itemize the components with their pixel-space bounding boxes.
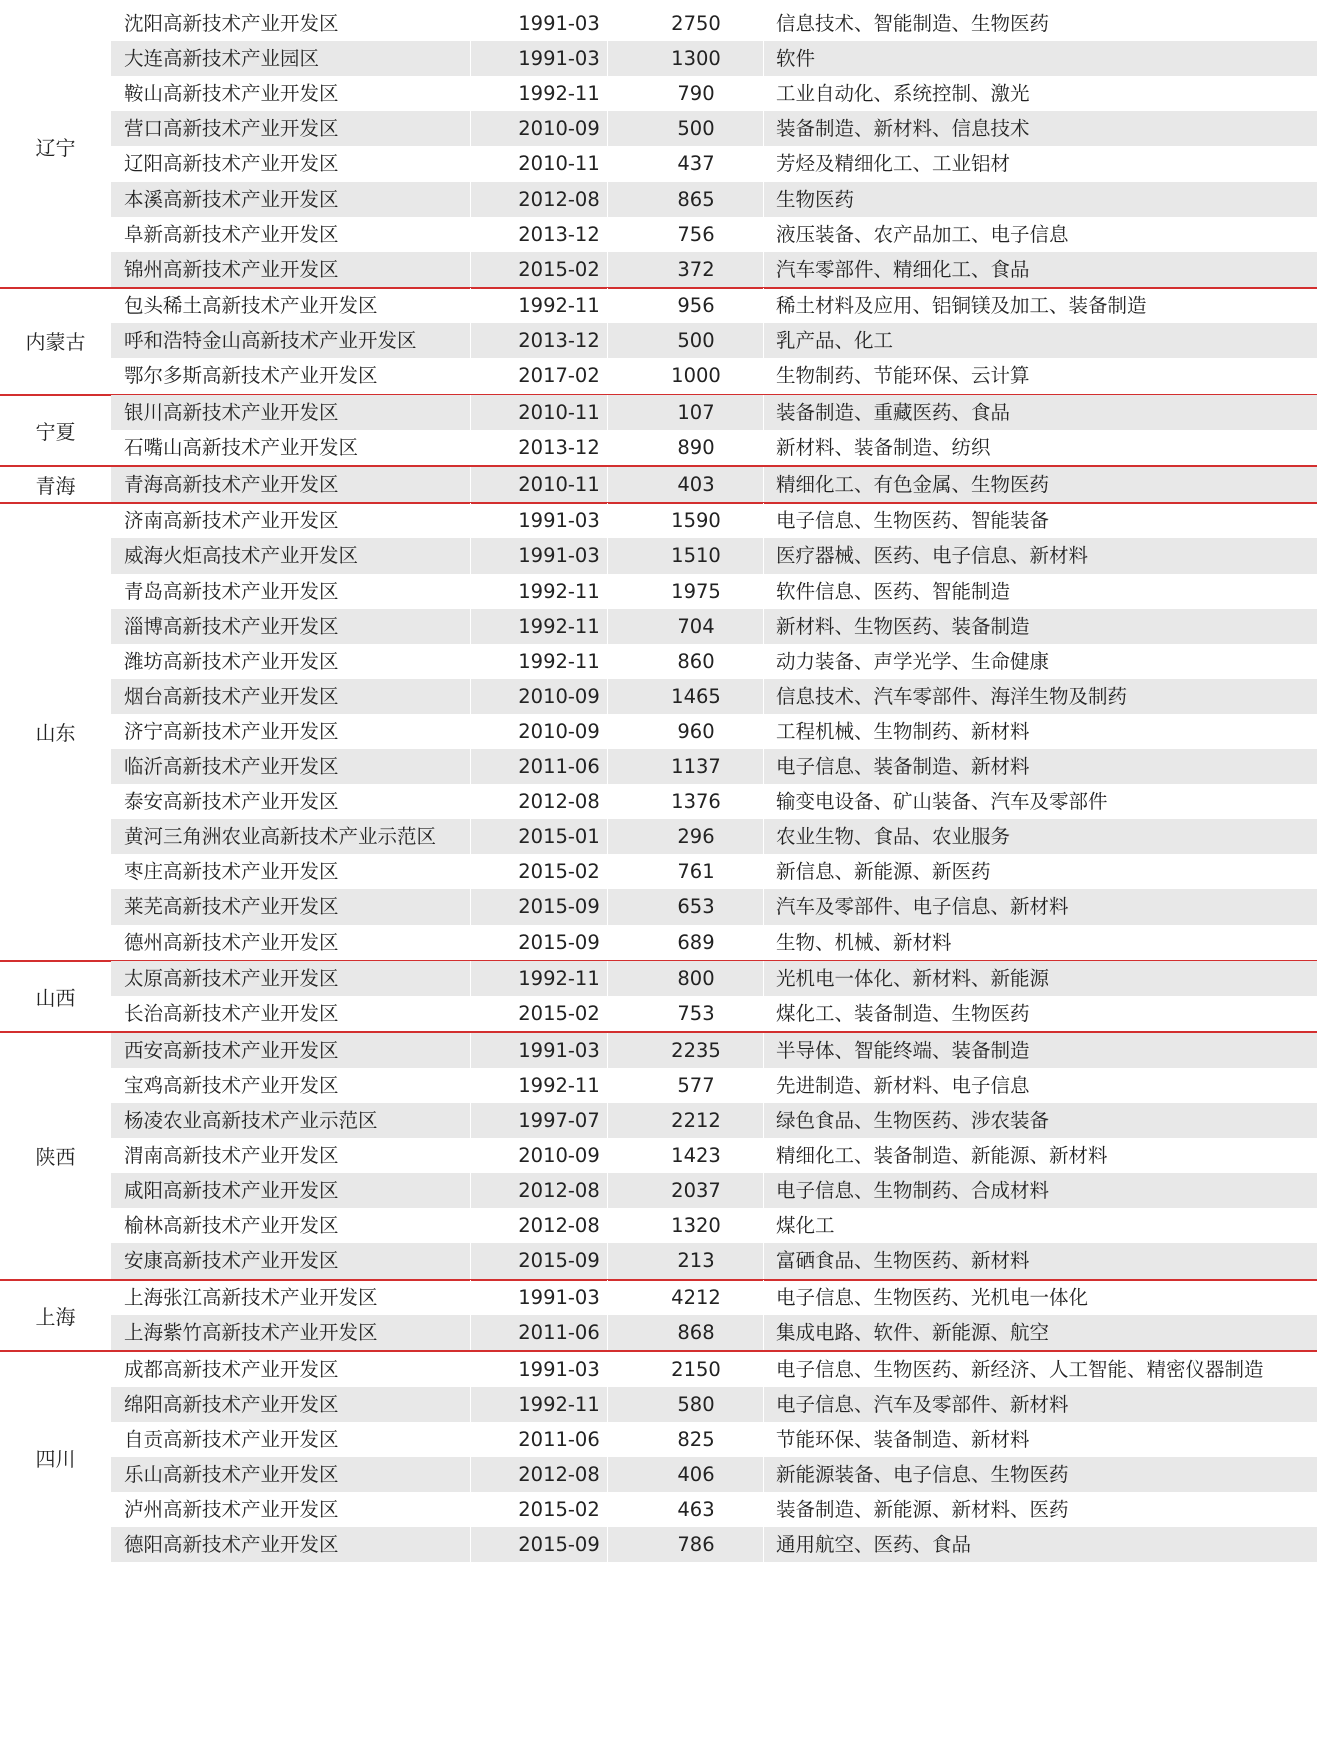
approval-date-cell: 2015-02: [518, 257, 600, 281]
table-row: [111, 961, 1317, 996]
area-cell: 1137: [671, 755, 721, 779]
province-label: 辽宁: [35, 135, 76, 160]
province-group: [0, 961, 1317, 1031]
table-row: [111, 395, 1317, 430]
industries-cell: 电子信息、装备制造、新材料: [776, 755, 1030, 779]
approval-date-cell: 1992-11: [518, 614, 600, 638]
table-row: [111, 854, 1317, 889]
table-row: [111, 714, 1317, 749]
industries-cell: 汽车及零部件、电子信息、新材料: [776, 895, 1069, 919]
industries-cell: 节能环保、装备制造、新材料: [776, 1427, 1030, 1451]
approval-date-cell: 1991-03: [518, 1357, 600, 1381]
zone-name-cell: 绵阳高新技术产业开发区: [124, 1392, 339, 1416]
area-cell: 689: [677, 930, 715, 954]
zone-name-cell: 本溪高新技术产业开发区: [124, 187, 339, 211]
industries-cell: 工程机械、生物制药、新材料: [776, 719, 1030, 743]
zone-name-cell: 宝鸡高新技术产业开发区: [124, 1073, 339, 1097]
approval-date-cell: 1991-03: [518, 1286, 600, 1310]
table-row: [111, 1033, 1317, 1068]
industries-cell: 软件: [776, 47, 816, 71]
table-row: [111, 1280, 1317, 1315]
zone-name-cell: 鞍山高新技术产业开发区: [124, 82, 339, 106]
industries-cell: 通用航空、医药、食品: [776, 1533, 972, 1557]
approval-date-cell: 1992-11: [518, 294, 600, 318]
area-cell: 1300: [671, 47, 721, 71]
approval-date-cell: 2010-09: [518, 719, 600, 743]
zone-name-cell: 榆林高新技术产业开发区: [124, 1214, 339, 1238]
approval-date-cell: 2015-02: [518, 1498, 600, 1522]
province-group: [0, 6, 1317, 287]
table-row: [111, 1208, 1317, 1243]
table-row: [111, 1138, 1317, 1173]
province-label: 宁夏: [35, 419, 76, 444]
approval-date-cell: 2015-09: [518, 930, 600, 954]
area-cell: 403: [677, 472, 715, 496]
table-row: [111, 1387, 1317, 1422]
area-cell: 1465: [671, 684, 721, 708]
area-cell: 437: [677, 152, 715, 176]
area-cell: 753: [677, 1002, 715, 1026]
zone-name-cell: 西安高新技术产业开发区: [124, 1038, 339, 1062]
industries-cell: 煤化工、装备制造、生物医药: [776, 1002, 1030, 1026]
area-cell: 704: [677, 614, 715, 638]
zone-name-cell: 石嘴山高新技术产业开发区: [124, 436, 359, 460]
approval-date-cell: 1997-07: [518, 1109, 600, 1133]
area-cell: 868: [677, 1321, 715, 1345]
province-label: 山西: [35, 985, 76, 1010]
area-cell: 956: [677, 294, 715, 318]
zone-name-cell: 包头稀土高新技术产业开发区: [124, 294, 378, 318]
province-group: [0, 467, 1317, 502]
approval-date-cell: 2011-06: [518, 755, 600, 779]
area-cell: 1376: [671, 790, 721, 814]
table-row: [111, 182, 1317, 217]
zone-name-cell: 杨凌农业高新技术产业示范区: [124, 1109, 378, 1133]
approval-date-cell: 2015-02: [518, 1002, 600, 1026]
industries-cell: 先进制造、新材料、电子信息: [776, 1073, 1030, 1097]
zone-name-cell: 枣庄高新技术产业开发区: [124, 860, 339, 884]
zone-name-cell: 潍坊高新技术产业开发区: [124, 649, 339, 673]
approval-date-cell: 2013-12: [518, 436, 600, 460]
table-row: [111, 111, 1317, 146]
province-group: [0, 395, 1317, 465]
industries-cell: 新信息、新能源、新医药: [776, 860, 991, 884]
area-cell: 860: [677, 649, 715, 673]
zone-name-cell: 安康高新技术产业开发区: [124, 1249, 339, 1273]
industries-cell: 新材料、生物医药、装备制造: [776, 614, 1030, 638]
table-row: [111, 41, 1317, 76]
zone-name-cell: 长治高新技术产业开发区: [124, 1002, 339, 1026]
area-cell: 580: [677, 1392, 715, 1416]
area-cell: 213: [677, 1249, 715, 1273]
area-cell: 890: [677, 436, 715, 460]
industries-cell: 汽车零部件、精细化工、食品: [776, 257, 1030, 281]
province-group: [0, 503, 1317, 959]
zone-name-cell: 德州高新技术产业开发区: [124, 930, 339, 954]
table-row: [111, 1492, 1317, 1527]
industries-cell: 新能源装备、电子信息、生物医药: [776, 1463, 1069, 1487]
industries-cell: 稀土材料及应用、铝铜镁及加工、装备制造: [776, 294, 1147, 318]
industries-cell: 集成电路、软件、新能源、航空: [776, 1321, 1050, 1345]
approval-date-cell: 2013-12: [518, 329, 600, 353]
table-row: [111, 1173, 1317, 1208]
province-label: 青海: [35, 473, 76, 498]
approval-date-cell: 1991-03: [518, 12, 600, 35]
area-cell: 500: [677, 329, 715, 353]
table-row: [111, 1315, 1317, 1350]
approval-date-cell: 1992-11: [518, 967, 600, 991]
table-row: [111, 1457, 1317, 1492]
area-cell: 296: [677, 825, 715, 849]
zone-name-cell: 泸州高新技术产业开发区: [124, 1498, 339, 1522]
area-cell: 2037: [671, 1179, 721, 1203]
zone-name-cell: 泰安高新技术产业开发区: [124, 790, 339, 814]
approval-date-cell: 1992-11: [518, 649, 600, 673]
table-row: [111, 323, 1317, 358]
industries-cell: 装备制造、新能源、新材料、医药: [776, 1498, 1069, 1522]
area-cell: 2750: [671, 12, 721, 35]
area-cell: 825: [677, 1427, 715, 1451]
approval-date-cell: 2013-12: [518, 222, 600, 246]
area-cell: 960: [677, 719, 715, 743]
area-cell: 406: [677, 1463, 715, 1487]
industries-cell: 医疗器械、医药、电子信息、新材料: [776, 544, 1089, 568]
zone-name-cell: 上海张江高新技术产业开发区: [124, 1286, 378, 1310]
province-label: 上海: [35, 1304, 76, 1329]
zone-name-cell: 银川高新技术产业开发区: [124, 401, 339, 425]
industries-cell: 半导体、智能终端、装备制造: [776, 1038, 1030, 1062]
area-cell: 1590: [671, 509, 721, 533]
zone-name-cell: 营口高新技术产业开发区: [124, 117, 339, 141]
industries-cell: 生物制药、节能环保、云计算: [776, 364, 1030, 388]
table-row: [111, 1422, 1317, 1457]
area-cell: 653: [677, 895, 715, 919]
zone-name-cell: 威海火炬高技术产业开发区: [124, 544, 359, 568]
zone-name-cell: 黄河三角洲农业高新技术产业示范区: [124, 825, 437, 849]
table-row: [111, 6, 1317, 41]
area-cell: 4212: [671, 1286, 721, 1310]
approval-date-cell: 2012-08: [518, 1179, 600, 1203]
area-cell: 790: [677, 82, 715, 106]
zone-name-cell: 济南高新技术产业开发区: [124, 509, 339, 533]
area-cell: 577: [677, 1073, 715, 1097]
zone-name-cell: 淄博高新技术产业开发区: [124, 614, 339, 638]
table-row: [111, 574, 1317, 609]
province-label: 山东: [35, 721, 76, 746]
area-cell: 1975: [671, 579, 721, 603]
approval-date-cell: 2015-09: [518, 1533, 600, 1557]
approval-date-cell: 2012-08: [518, 1214, 600, 1238]
table-row: [111, 1352, 1317, 1387]
area-cell: 1000: [671, 364, 721, 388]
zone-name-cell: 呼和浩特金山高新技术产业开发区: [124, 329, 417, 353]
approval-date-cell: 2010-11: [518, 401, 600, 425]
province-group: [0, 1280, 1317, 1350]
approval-date-cell: 2012-08: [518, 1463, 600, 1487]
industries-cell: 农业生物、食品、农业服务: [776, 825, 1011, 849]
industries-cell: 信息技术、汽车零部件、海洋生物及制药: [776, 684, 1128, 708]
approval-date-cell: 2011-06: [518, 1427, 600, 1451]
area-cell: 1423: [671, 1144, 721, 1168]
approval-date-cell: 2012-08: [518, 790, 600, 814]
approval-date-cell: 2017-02: [518, 364, 600, 388]
province-label: 内蒙古: [25, 330, 86, 355]
zone-name-cell: 辽阳高新技术产业开发区: [124, 152, 339, 176]
table-row: [111, 889, 1317, 924]
approval-date-cell: 2010-09: [518, 1144, 600, 1168]
approval-date-cell: 2015-09: [518, 1249, 600, 1273]
industries-cell: 电子信息、生物医药、智能装备: [776, 509, 1050, 533]
industries-cell: 输变电设备、矿山装备、汽车及零部件: [776, 790, 1108, 814]
zone-name-cell: 阜新高新技术产业开发区: [124, 222, 339, 246]
industries-cell: 煤化工: [776, 1214, 835, 1238]
table-row: [111, 217, 1317, 252]
approval-date-cell: 2010-11: [518, 472, 600, 496]
zone-name-cell: 乐山高新技术产业开发区: [124, 1463, 339, 1487]
industries-cell: 光机电一体化、新材料、新能源: [776, 967, 1050, 991]
industries-cell: 精细化工、装备制造、新能源、新材料: [776, 1144, 1108, 1168]
approval-date-cell: 1992-11: [518, 1392, 600, 1416]
table-row: [111, 925, 1317, 960]
area-cell: 865: [677, 187, 715, 211]
approval-date-cell: 1991-03: [518, 544, 600, 568]
industries-cell: 富硒食品、生物医药、新材料: [776, 1249, 1030, 1273]
industries-cell: 工业自动化、系统控制、激光: [776, 82, 1030, 106]
industries-cell: 液压装备、农产品加工、电子信息: [776, 222, 1069, 246]
zone-name-cell: 莱芜高新技术产业开发区: [124, 895, 339, 919]
table-row: [111, 609, 1317, 644]
table-row: [111, 1527, 1317, 1562]
zone-name-cell: 沈阳高新技术产业开发区: [124, 12, 339, 35]
area-cell: 372: [677, 257, 715, 281]
zone-name-cell: 上海紫竹高新技术产业开发区: [124, 1321, 378, 1345]
table-row: [111, 467, 1317, 502]
industries-cell: 绿色食品、生物医药、涉农装备: [776, 1109, 1050, 1133]
table-row: [111, 1103, 1317, 1138]
area-cell: 2212: [671, 1109, 721, 1133]
approval-date-cell: 2012-08: [518, 187, 600, 211]
approval-date-cell: 2015-09: [518, 895, 600, 919]
area-cell: 761: [677, 860, 715, 884]
zone-name-cell: 渭南高新技术产业开发区: [124, 1144, 339, 1168]
industries-cell: 电子信息、生物制药、合成材料: [776, 1179, 1050, 1203]
table-row: [111, 784, 1317, 819]
province-group: [0, 1352, 1317, 1563]
table-row: [111, 146, 1317, 181]
industries-cell: 软件信息、医药、智能制造: [776, 579, 1011, 603]
zone-name-cell: 临沂高新技术产业开发区: [124, 755, 339, 779]
area-cell: 1320: [671, 1214, 721, 1238]
zone-name-cell: 鄂尔多斯高新技术产业开发区: [124, 364, 378, 388]
approval-date-cell: 1991-03: [518, 1038, 600, 1062]
zone-name-cell: 成都高新技术产业开发区: [124, 1357, 339, 1381]
table-row: [111, 430, 1317, 465]
province-group: [0, 288, 1317, 393]
zone-name-cell: 青岛高新技术产业开发区: [124, 579, 339, 603]
zone-name-cell: 德阳高新技术产业开发区: [124, 1533, 339, 1557]
zone-name-cell: 咸阳高新技术产业开发区: [124, 1179, 339, 1203]
table-row: [111, 679, 1317, 714]
area-cell: 500: [677, 117, 715, 141]
zone-name-cell: 济宁高新技术产业开发区: [124, 719, 339, 743]
approval-date-cell: 2015-01: [518, 825, 600, 849]
approval-date-cell: 2010-09: [518, 117, 600, 141]
approval-date-cell: 1992-11: [518, 579, 600, 603]
approval-date-cell: 1991-03: [518, 47, 600, 71]
industries-cell: 电子信息、生物医药、光机电一体化: [776, 1286, 1089, 1310]
approval-date-cell: 1992-11: [518, 82, 600, 106]
approval-date-cell: 2015-02: [518, 860, 600, 884]
zone-name-cell: 自贡高新技术产业开发区: [124, 1427, 339, 1451]
industries-cell: 动力装备、声学光学、生命健康: [776, 649, 1050, 673]
table-row: [111, 644, 1317, 679]
table-row: [111, 1068, 1317, 1103]
table-row: [111, 76, 1317, 111]
table-row: [111, 288, 1317, 323]
table-row: [111, 819, 1317, 854]
approval-date-cell: 1991-03: [518, 509, 600, 533]
zone-name-cell: 青海高新技术产业开发区: [124, 472, 339, 496]
area-cell: 107: [677, 401, 715, 425]
zone-name-cell: 大连高新技术产业园区: [124, 47, 320, 71]
area-cell: 800: [677, 967, 715, 991]
table-row: [111, 749, 1317, 784]
industries-cell: 生物、机械、新材料: [776, 930, 952, 954]
industries-cell: 信息技术、智能制造、生物医药: [776, 12, 1050, 35]
table-row: [111, 996, 1317, 1031]
table-row: [111, 538, 1317, 573]
area-cell: 2235: [671, 1038, 721, 1062]
table-row: [111, 503, 1317, 538]
area-cell: 786: [677, 1533, 715, 1557]
industries-cell: 生物医药: [776, 187, 855, 211]
zone-name-cell: 太原高新技术产业开发区: [124, 967, 339, 991]
province-label: 四川: [35, 1446, 76, 1471]
zone-name-cell: 烟台高新技术产业开发区: [124, 684, 339, 708]
industries-cell: 精细化工、有色金属、生物医药: [776, 472, 1050, 496]
industries-cell: 乳产品、化工: [776, 329, 894, 353]
table-row: [111, 358, 1317, 393]
approval-date-cell: 2011-06: [518, 1321, 600, 1345]
industries-cell: 装备制造、新材料、信息技术: [776, 117, 1030, 141]
area-cell: 756: [677, 222, 715, 246]
approval-date-cell: 2010-11: [518, 152, 600, 176]
province-label: 陕西: [35, 1145, 76, 1170]
table-row: [111, 252, 1317, 287]
province-group: [0, 1033, 1317, 1279]
industries-cell: 电子信息、汽车及零部件、新材料: [776, 1392, 1069, 1416]
industries-cell: 新材料、装备制造、纺织: [776, 436, 991, 460]
industries-cell: 装备制造、重藏医药、食品: [776, 401, 1011, 425]
area-cell: 1510: [671, 544, 721, 568]
table-row: [111, 1243, 1317, 1278]
approval-date-cell: 2010-09: [518, 684, 600, 708]
approval-date-cell: 1992-11: [518, 1073, 600, 1097]
area-cell: 2150: [671, 1357, 721, 1381]
zone-name-cell: 锦州高新技术产业开发区: [124, 257, 339, 281]
industries-cell: 芳烃及精细化工、工业铝材: [776, 152, 1011, 176]
area-cell: 463: [677, 1498, 715, 1522]
industries-cell: 电子信息、生物医药、新经济、人工智能、精密仪器制造: [776, 1357, 1264, 1381]
